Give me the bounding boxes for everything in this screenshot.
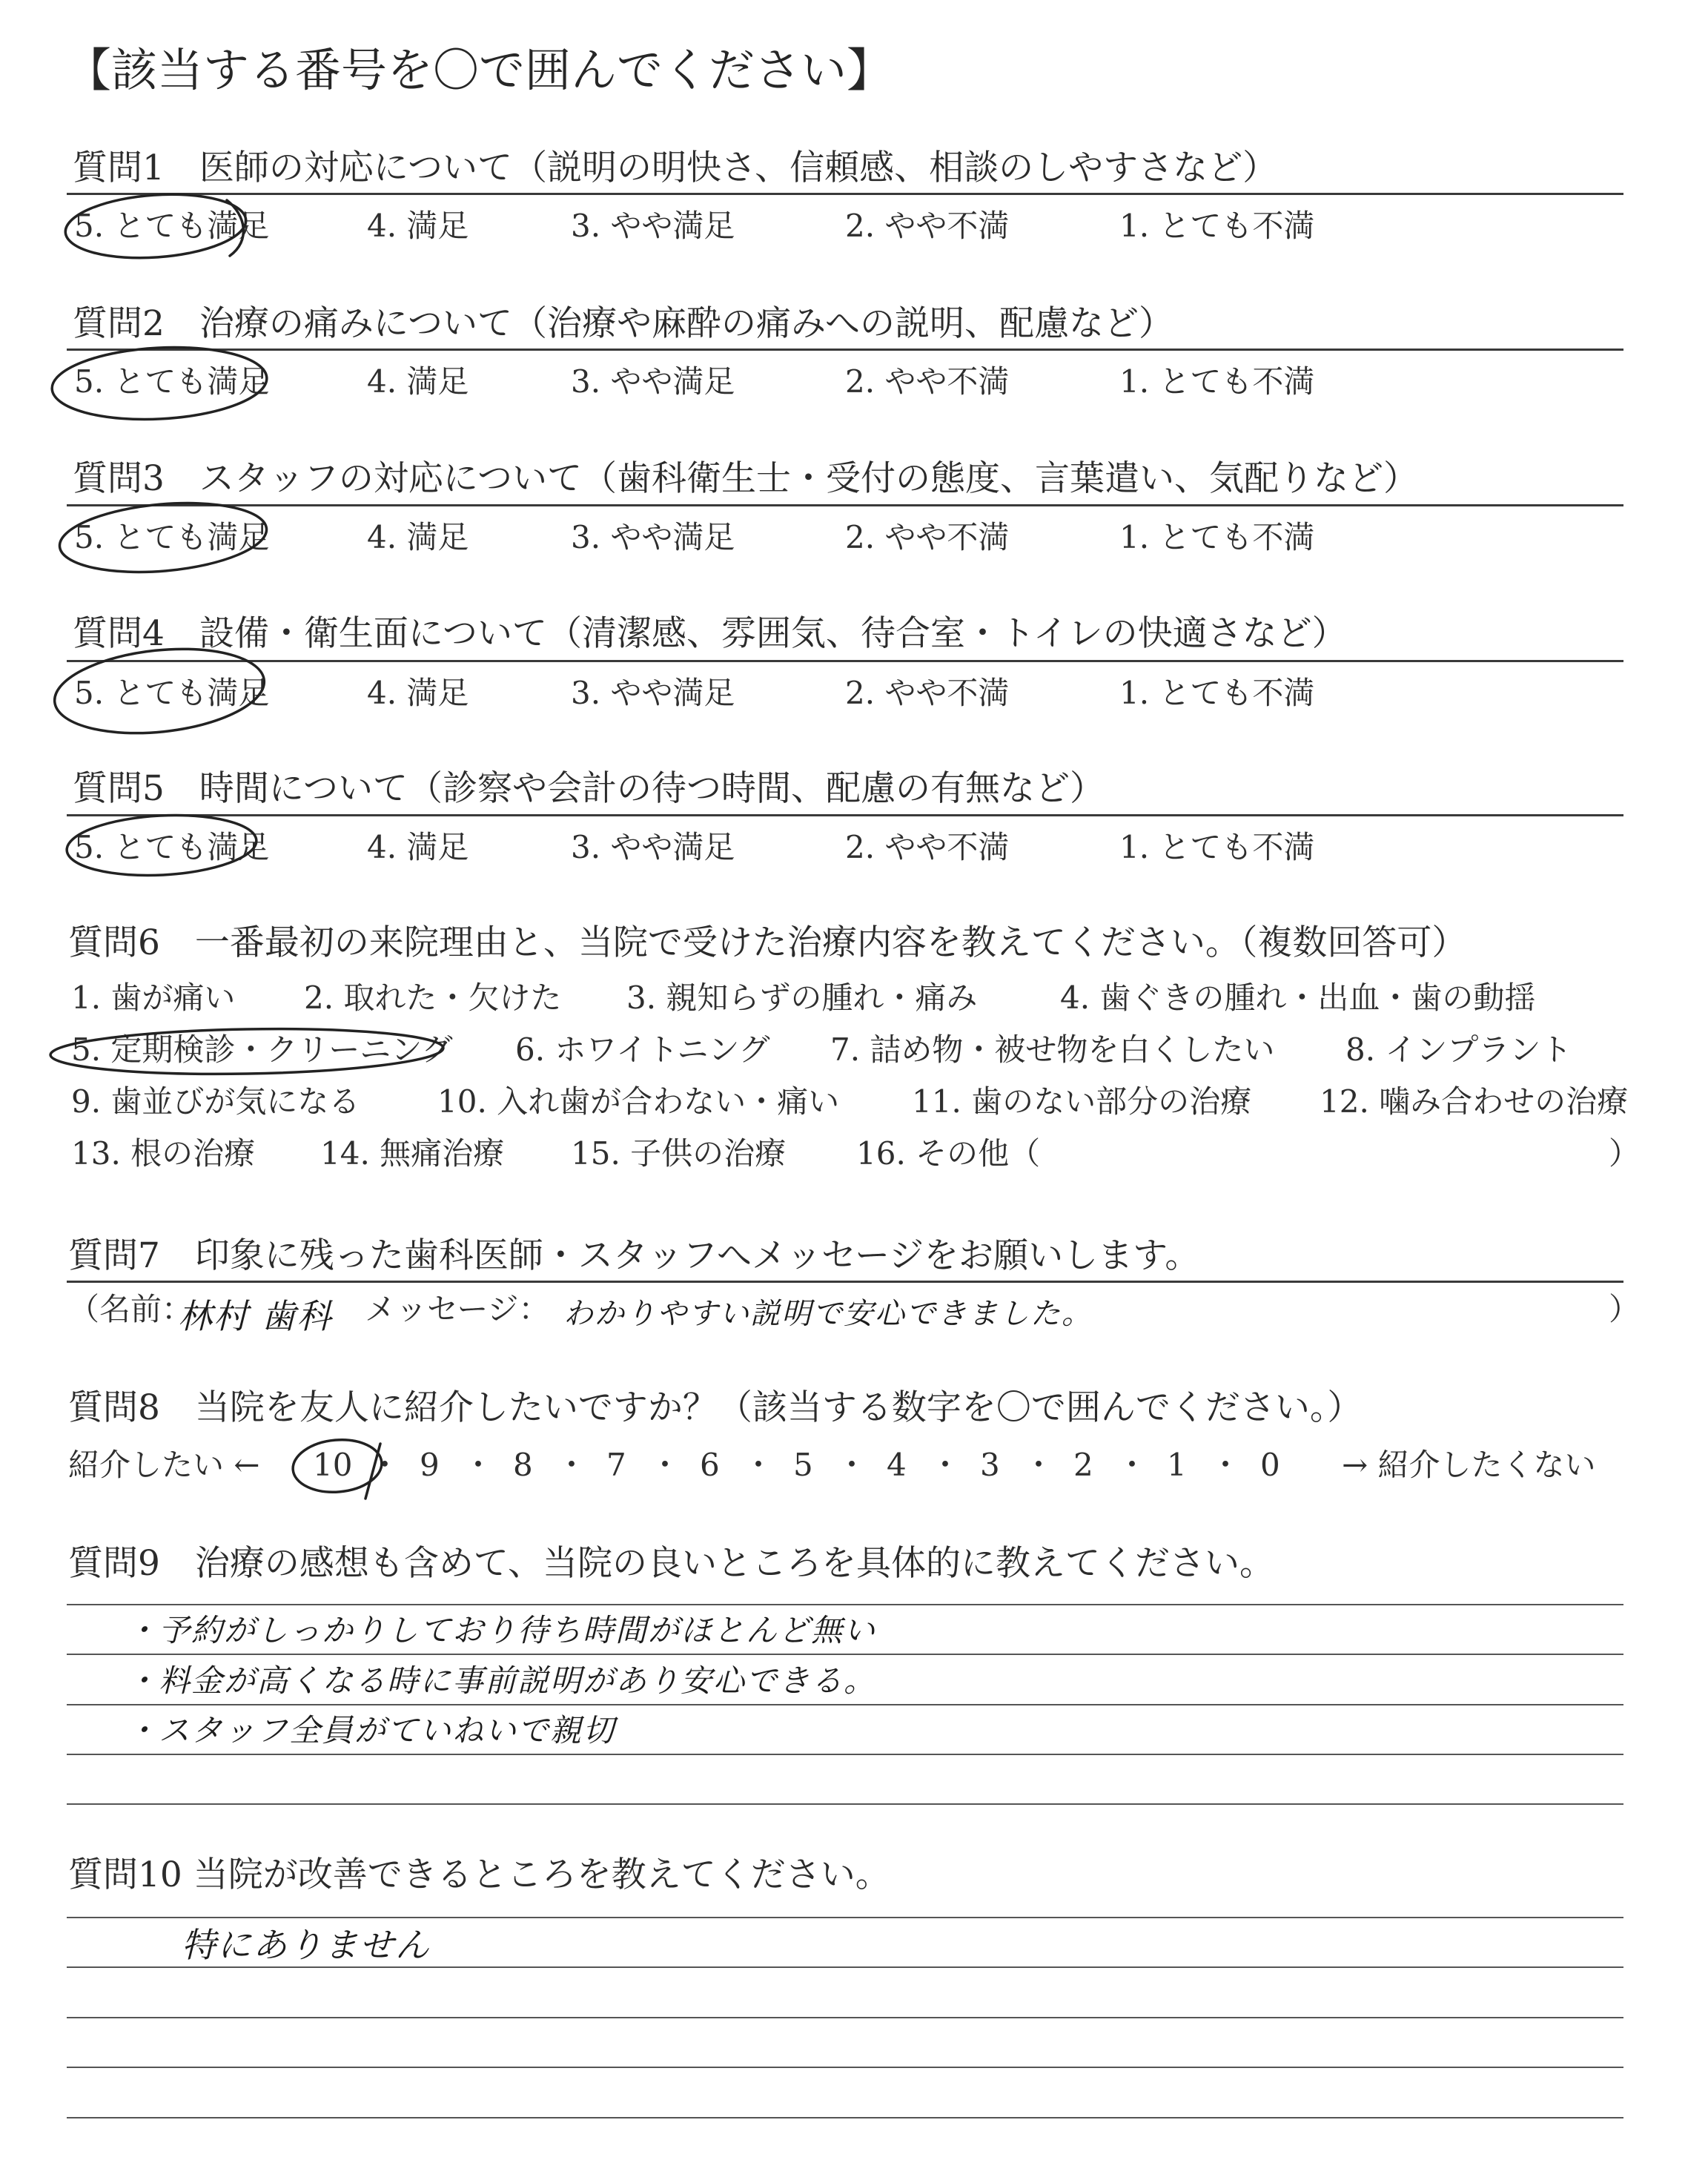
q6-option-10[interactable]: 10. 入れ歯が合わない・痛い bbox=[437, 1083, 840, 1120]
question-7-rule bbox=[67, 1281, 1623, 1283]
q9-answer-2[interactable]: ・料金が高くなる時に事前説明があり安心できる。 bbox=[126, 1662, 877, 1699]
q7-message-label: メッセージ： bbox=[365, 1291, 550, 1327]
q8-separator-dot: ・ bbox=[556, 1447, 588, 1483]
q9-line-1 bbox=[67, 1604, 1623, 1605]
q1-option-4[interactable]: 4. 満足 bbox=[367, 208, 469, 244]
q9-line-3 bbox=[67, 1704, 1623, 1705]
q6-option-3[interactable]: 3. 親知らずの腫れ・痛み bbox=[626, 980, 978, 1016]
question-1-title: 質問1 医師の対応について（説明の明快さ、信頼感、相談のしやすさなど） bbox=[73, 148, 1278, 188]
q4-option-3[interactable]: 3. やや満足 bbox=[571, 675, 735, 711]
q9-answer-1[interactable]: ・予約がしっかりしており待ち時間がほとんど無い bbox=[126, 1612, 877, 1648]
question-4-title: 質問4 設備・衛生面について（清潔感、雰囲気、待合室・トイレの快適さなど） bbox=[73, 613, 1347, 654]
q2-selection-circle bbox=[41, 337, 278, 430]
q3-option-3[interactable]: 3. やや満足 bbox=[571, 519, 735, 555]
page-title: 【該当する番号を〇で囲んでください】 bbox=[65, 43, 893, 97]
q5-option-5[interactable]: 5. とても満足 bbox=[74, 829, 270, 865]
q6-option-2[interactable]: 2. 取れた・欠けた bbox=[304, 980, 562, 1016]
q8-separator-dot: ・ bbox=[463, 1447, 494, 1483]
q5-option-2[interactable]: 2. やや不満 bbox=[845, 829, 1010, 865]
question-3-rule bbox=[67, 504, 1623, 506]
q8-number-8[interactable]: 8 bbox=[513, 1447, 533, 1483]
question-2-title: 質問2 治療の痛みについて（治療や麻酔の痛みへの説明、配慮など） bbox=[73, 303, 1174, 344]
q8-separator-dot: ・ bbox=[369, 1447, 401, 1483]
q6-other-close-paren: ） bbox=[1609, 1135, 1641, 1172]
q6-option-11[interactable]: 11. 歯のない部分の治療 bbox=[912, 1083, 1252, 1120]
q9-line-2 bbox=[67, 1654, 1623, 1655]
q8-separator-dot: ・ bbox=[649, 1447, 681, 1483]
q10-answer[interactable]: 特にありません bbox=[182, 1925, 431, 1965]
q8-separator-dot: ・ bbox=[836, 1447, 868, 1483]
q2-option-1[interactable]: 1. とても不満 bbox=[1119, 363, 1315, 400]
q5-option-1[interactable]: 1. とても不満 bbox=[1119, 829, 1315, 865]
q2-option-3[interactable]: 3. やや満足 bbox=[571, 363, 735, 400]
q6-option-15[interactable]: 15. 子供の治療 bbox=[571, 1135, 787, 1172]
q5-option-3[interactable]: 3. やや満足 bbox=[571, 829, 735, 865]
q10-line-2 bbox=[67, 1966, 1623, 1968]
q8-left-label: 紹介したい ← bbox=[68, 1447, 260, 1483]
q6-option-14[interactable]: 14. 無痛治療 bbox=[320, 1135, 505, 1172]
q4-selection-circle bbox=[41, 638, 285, 742]
q8-number-2[interactable]: 2 bbox=[1073, 1447, 1093, 1483]
q3-option-5[interactable]: 5. とても満足 bbox=[74, 519, 270, 555]
q6-option-6[interactable]: 6. ホワイトニング bbox=[515, 1031, 770, 1068]
q3-option-4[interactable]: 4. 満足 bbox=[367, 519, 469, 555]
q8-number-5[interactable]: 5 bbox=[793, 1447, 813, 1483]
q8-separator-dot: ・ bbox=[743, 1447, 775, 1483]
question-10-title: 質問10 当院が改善できるところを教えてください。 bbox=[68, 1855, 890, 1895]
q6-option-8[interactable]: 8. インプラント bbox=[1345, 1031, 1572, 1068]
question-8-title: 質問8 当院を友人に紹介したいですか？（該当する数字を〇で囲んでください。） bbox=[68, 1387, 1363, 1428]
question-3-title: 質問3 スタッフの対応について（歯科衛生士・受付の態度、言葉遣い、気配りなど） bbox=[73, 458, 1418, 499]
q8-selection-circle bbox=[285, 1427, 397, 1509]
q1-option-5[interactable]: 5. とても満足 bbox=[74, 208, 270, 244]
q6-option-16[interactable]: 16. その他（ bbox=[856, 1135, 1041, 1172]
q9-line-5 bbox=[67, 1803, 1623, 1805]
q2-option-4[interactable]: 4. 満足 bbox=[367, 363, 469, 400]
q6-selection-circle bbox=[41, 1022, 456, 1081]
question-9-title: 質問9 治療の感想も含めて、当院の良いところを具体的に教えてください。 bbox=[68, 1543, 1274, 1584]
q8-separator-dot: ・ bbox=[1116, 1447, 1148, 1483]
q2-option-2[interactable]: 2. やや不満 bbox=[845, 363, 1010, 400]
q4-option-5[interactable]: 5. とても満足 bbox=[74, 675, 270, 711]
q8-number-1[interactable]: 1 bbox=[1167, 1447, 1187, 1483]
q1-option-1[interactable]: 1. とても不満 bbox=[1119, 208, 1315, 244]
q2-option-5[interactable]: 5. とても満足 bbox=[74, 363, 270, 400]
q1-selection-circle bbox=[52, 185, 259, 267]
q8-separator-dot: ・ bbox=[1023, 1447, 1055, 1483]
q3-option-2[interactable]: 2. やや不満 bbox=[845, 519, 1010, 555]
q8-number-7[interactable]: 7 bbox=[606, 1447, 626, 1483]
q8-separator-dot: ・ bbox=[1210, 1447, 1242, 1483]
q9-line-4 bbox=[67, 1754, 1623, 1755]
q8-number-9[interactable]: 9 bbox=[420, 1447, 440, 1483]
q7-name-handwritten[interactable]: 林村 歯科 bbox=[178, 1296, 333, 1336]
q6-option-7[interactable]: 7. 詰め物・被せ物を白くしたい bbox=[830, 1031, 1275, 1068]
q10-line-5 bbox=[67, 2117, 1623, 2118]
q3-selection-circle bbox=[46, 493, 283, 582]
q8-number-4[interactable]: 4 bbox=[887, 1447, 907, 1483]
question-7-title: 質問7 印象に残った歯科医師・スタッフへメッセージをお願いします。 bbox=[68, 1235, 1200, 1276]
q8-number-6[interactable]: 6 bbox=[700, 1447, 720, 1483]
q8-right-label: → 紹介したくない bbox=[1342, 1447, 1596, 1483]
q8-separator-dot: ・ bbox=[930, 1447, 961, 1483]
q6-option-5[interactable]: 5. 定期検診・クリーニング bbox=[71, 1031, 453, 1068]
question-4-rule bbox=[67, 660, 1623, 662]
q5-selection-circle bbox=[52, 805, 274, 886]
q10-line-3 bbox=[67, 2017, 1623, 2018]
question-6-title: 質問6 一番最初の来院理由と、当院で受けた治療内容を教えてください。（複数回答可） bbox=[68, 922, 1467, 963]
question-5-rule bbox=[67, 814, 1623, 816]
q10-line-4 bbox=[67, 2067, 1623, 2068]
q6-option-1[interactable]: 1. 歯が痛い bbox=[71, 980, 236, 1016]
question-1-rule bbox=[67, 193, 1623, 195]
q1-option-3[interactable]: 3. やや満足 bbox=[571, 208, 735, 244]
q6-option-13[interactable]: 13. 根の治療 bbox=[71, 1135, 256, 1172]
q3-option-1[interactable]: 1. とても不満 bbox=[1119, 519, 1315, 555]
q9-answer-3[interactable]: ・スタッフ全員がていねいで親切 bbox=[126, 1712, 616, 1748]
q7-close-paren: ） bbox=[1609, 1291, 1641, 1327]
q7-name-label: （名前： bbox=[68, 1291, 193, 1327]
q7-message-handwritten[interactable]: わかりやすい説明で安心できました。 bbox=[563, 1297, 1093, 1331]
q4-option-1[interactable]: 1. とても不満 bbox=[1119, 675, 1315, 711]
q6-option-12[interactable]: 12. 噛み合わせの治療 bbox=[1320, 1083, 1629, 1120]
q8-number-10[interactable]: 10 bbox=[313, 1447, 353, 1483]
question-5-title: 質問5 時間について（診察や会計の待つ時間、配慮の有無など） bbox=[73, 768, 1105, 809]
question-2-rule bbox=[67, 349, 1623, 351]
q6-option-9[interactable]: 9. 歯並びが気になる bbox=[71, 1083, 360, 1120]
q4-option-2[interactable]: 2. やや不満 bbox=[845, 675, 1010, 711]
q10-line-1 bbox=[67, 1917, 1623, 1918]
q8-number-3[interactable]: 3 bbox=[980, 1447, 1000, 1483]
q1-option-2[interactable]: 2. やや不満 bbox=[845, 208, 1010, 244]
q6-option-4[interactable]: 4. 歯ぐきの腫れ・出血・歯の動揺 bbox=[1060, 980, 1536, 1016]
q4-option-4[interactable]: 4. 満足 bbox=[367, 675, 469, 711]
q8-number-0[interactable]: 0 bbox=[1260, 1447, 1280, 1483]
q5-option-4[interactable]: 4. 満足 bbox=[367, 829, 469, 865]
